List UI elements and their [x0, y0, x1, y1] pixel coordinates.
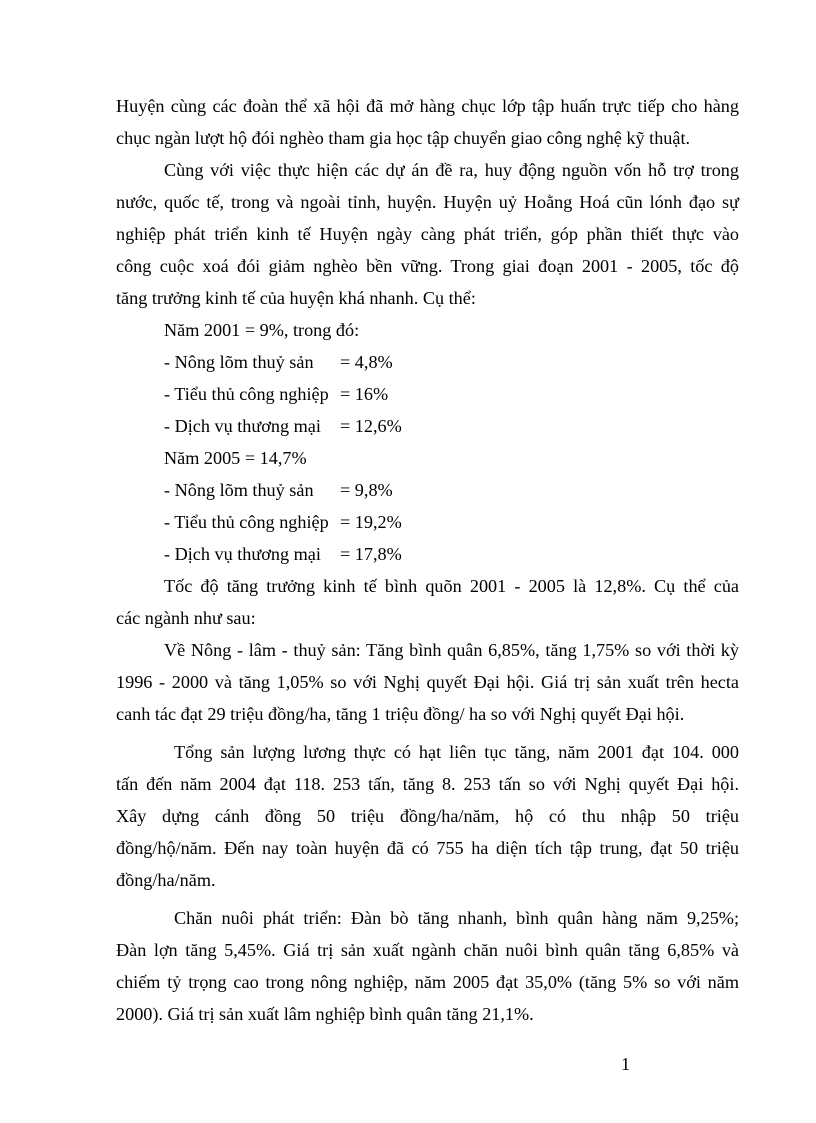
list-item	[116, 506, 739, 538]
growth-list	[116, 314, 739, 570]
year-2001-heading: Năm 2001 = 9%, trong đó:	[164, 320, 360, 340]
text-line: các ngành như sau:	[116, 608, 256, 628]
page-number: 1	[621, 1054, 631, 1074]
text-line: Tổng sản lượng lương thực có hạt liên tục tăng, năm 2001 đạt 104. 000	[174, 742, 739, 762]
text-line: công cuộc xoá đói giảm nghèo bền vững. Trong giai đoạn 2001 - 2005, tốc độ	[116, 256, 739, 276]
sector-label: - Nông lõm thuỷ sản	[164, 480, 314, 500]
sector-value: = 17,8%	[340, 544, 402, 564]
sector-label: - Dịch vụ thương mại	[164, 544, 321, 564]
document-body	[116, 90, 739, 1030]
text-line: đồng/hộ/năm. Đến nay toàn huyện đã có 755 ha diện tích tập trung, đạt 50 triệu	[116, 838, 739, 858]
text-line: tăng trưởng kinh tế của huyện khá nhanh. Cụ thể:	[116, 288, 476, 308]
text-line: chiếm tỷ trọng cao trong nông nghiệp, năm 2005 đạt 35,0% (tăng 5% so với năm	[116, 972, 739, 992]
sector-label: - Tiểu thủ công nghiệp	[164, 512, 329, 532]
list-item	[116, 538, 739, 570]
text-line: Huyện cùng các đoàn thể xã hội đã mở hàng chục lớp tập huấn trực tiếp cho hàng	[116, 96, 739, 116]
sector-value: = 12,6%	[340, 416, 402, 436]
paragraph-1	[116, 90, 739, 154]
text-line: nước, quốc tế, trong và ngoài tỉnh, huyện. Huyện uỷ Hoằng Hoá cũn lónh đạo sự	[116, 192, 739, 212]
sector-value: = 19,2%	[340, 512, 402, 532]
text-line: 1996 - 2000 và tăng 1,05% so với Nghị quyết Đại hội. Giá trị sản xuất trên hecta	[116, 672, 739, 692]
sector-value: = 16%	[340, 384, 389, 404]
text-line: Cùng với việc thực hiện các dự án đề ra, huy động nguồn vốn hỗ trợ trong	[164, 160, 739, 180]
year-2005-heading: Năm 2005 = 14,7%	[164, 448, 307, 468]
paragraph-4	[116, 634, 739, 730]
text-line: Tốc độ tăng trưởng kinh tế bình quõn 2001 - 2005 là 12,8%. Cụ thể của	[164, 576, 739, 596]
text-line: chục ngàn lượt hộ đói nghèo tham gia học tập chuyển giao công nghệ kỹ thuật.	[116, 128, 691, 148]
sector-label: - Dịch vụ thương mại	[164, 416, 321, 436]
paragraph-5	[116, 736, 739, 896]
text-line: tấn đến năm 2004 đạt 118. 253 tấn, tăng 8. 253 tấn so với Nghị quyết Đại hội.	[116, 774, 739, 794]
list-item	[116, 474, 739, 506]
list-item	[116, 378, 739, 410]
list-item	[116, 410, 739, 442]
text-line: Chăn nuôi phát triển: Đàn bò tăng nhanh, bình quân hàng năm 9,25%;	[174, 908, 739, 928]
text-line: nghiệp phát triển kinh tế Huyện ngày càng phát triển, góp phần thiết thực vào	[116, 224, 739, 244]
text-line: đồng/ha/năm.	[116, 870, 216, 890]
paragraph-3	[116, 570, 739, 634]
text-line: Đàn lợn tăng 5,45%. Giá trị sản xuất ngành chăn nuôi bình quân tăng 6,85% và	[116, 940, 739, 960]
text-line: Xây dựng cánh đồng 50 triệu đồng/ha/năm, hộ có thu nhập 50 triệu	[116, 806, 739, 826]
sector-value: = 4,8%	[340, 352, 393, 372]
text-line: Về Nông - lâm - thuỷ sản: Tăng bình quân 6,85%, tăng 1,75% so với thời kỳ	[164, 640, 739, 660]
list-item	[116, 346, 739, 378]
sector-label: - Tiểu thủ công nghiệp	[164, 384, 329, 404]
sector-value: = 9,8%	[340, 480, 393, 500]
sector-label: - Nông lõm thuỷ sản	[164, 352, 314, 372]
text-line: canh tác đạt 29 triệu đồng/ha, tăng 1 triệu đồng/ ha so với Nghị quyết Đại hội.	[116, 704, 685, 724]
paragraph-2	[116, 154, 739, 314]
paragraph-6	[116, 902, 739, 1030]
text-line: 2000). Giá trị sản xuất lâm nghiệp bình quân tăng 21,1%.	[116, 1004, 534, 1024]
